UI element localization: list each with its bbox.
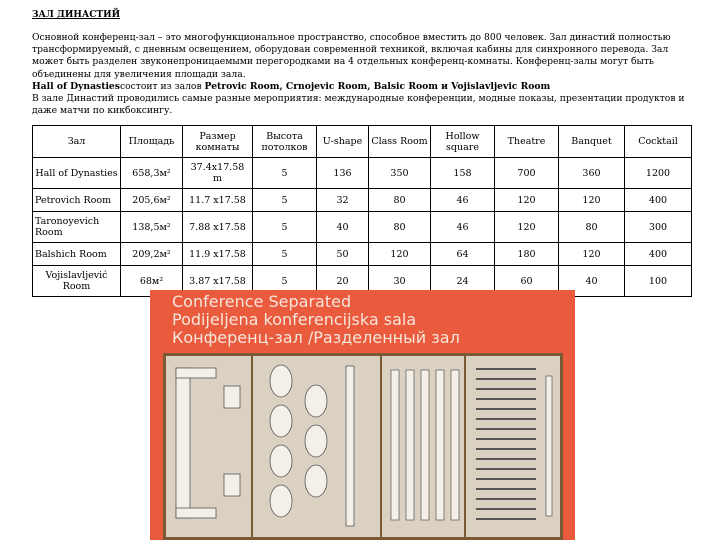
cell-area: 205,6м² [121,189,183,212]
seat-row [476,418,536,420]
cell-cocktail: 300 [625,212,692,243]
table-header-row [33,126,692,158]
cell-hall: Taronoyevich Room [33,212,121,243]
seat-row [476,428,536,430]
u-shape-table [176,368,190,518]
header-area: Площадь [121,126,183,158]
seat-row [476,468,536,470]
cell-theatre: 60 [495,266,559,297]
u-shape-layout [176,368,240,518]
head-table [346,366,354,526]
cell-class-room: 80 [369,189,431,212]
header-theatre: Theatre [495,126,559,158]
cell-area: 138,5м² [121,212,183,243]
cell-ceiling-height: 5 [253,158,317,189]
cell-room-size: 7.88 x17.58 [183,212,253,243]
floor-plan-drawing [163,353,563,540]
seat-row [476,478,536,480]
class-row [436,370,444,520]
classroom-layout [391,370,459,520]
banquet-table [270,485,292,517]
banquet-table [270,445,292,477]
banquet-table [270,365,292,397]
cell-class-room: 30 [369,266,431,297]
seat-row [476,508,536,510]
cell-u-shape: 40 [317,212,369,243]
intro-paragraph: Основной конференц-зал – это многофункциональное пространство, способное вместить до 800 человек. Зал династий полностью трансформируемый, с дневным освещением, оборудован современной техникой, включая кабины для синхронного перевода. Зал может быть разделен звуконепроницаемыми перегородками на 4 отдельных конференц-комнаты. Конференц-залы могут быть объединены для увеличения площади зала. [32,32,671,80]
cell-cocktail: 400 [625,189,692,212]
cell-class-room: 350 [369,158,431,189]
class-row [421,370,429,520]
seat-row [476,498,536,500]
stage [546,376,552,516]
seat-row [476,388,536,390]
u-shape-table [176,368,216,378]
seat-row [476,488,536,490]
cell-theatre: 700 [495,158,559,189]
floor-plan-title-ru: Конференц-зал /Разделенный зал [172,328,460,347]
header-cocktail: Cocktail [625,126,692,158]
cell-hollow-square: 46 [431,212,495,243]
floor-plan-title-en: Conference Separated [172,292,352,311]
floor-plan-title [172,293,460,347]
cell-u-shape: 50 [317,243,369,266]
side-table [224,386,240,408]
cell-ceiling-height: 5 [253,212,317,243]
class-row [406,370,414,520]
events-paragraph: В зале Династий проводились самые разные мероприятия: международные конференции, модные показы, презентации продуктов и даже матчи по кикбоксингу. [32,93,685,117]
hall-composition-mid: состоит из залов [119,80,205,92]
seat-row [476,458,536,460]
cell-hollow-square: 24 [431,266,495,297]
cell-banquet: 360 [559,158,625,189]
cell-class-room: 120 [369,243,431,266]
cell-ceiling-height: 5 [253,243,317,266]
u-shape-table [176,508,216,518]
cell-hollow-square: 64 [431,243,495,266]
cell-cocktail: 1200 [625,158,692,189]
intro-text-block [32,32,690,117]
cell-ceiling-height: 5 [253,189,317,212]
cell-theatre: 180 [495,243,559,266]
hall-rooms-bold: Petrovic Room, Crnojevic Room, Balsic Room и Vojislavljevic Room [204,80,551,92]
table-row [33,158,692,189]
hall-name-bold: Hall of Dynasties [32,80,120,92]
cell-banquet: 40 [559,266,625,297]
banquet-table [270,405,292,437]
cell-banquet: 120 [559,189,625,212]
cell-cocktail: 400 [625,243,692,266]
side-table [224,474,240,496]
cell-cocktail: 100 [625,266,692,297]
cell-theatre: 120 [495,212,559,243]
floor-plan-title-sr: Podijeljena konferencijska sala [172,310,417,329]
cell-u-shape: 20 [317,266,369,297]
header-hollow-square: Hollow square [431,126,495,158]
page-title: ЗАЛ ДИНАСТИЙ [32,10,121,20]
capacity-table [32,125,692,297]
seat-row [476,518,536,520]
cell-u-shape: 136 [317,158,369,189]
class-row [451,370,459,520]
cell-hall: Vojislavljević Room [33,266,121,297]
seat-row [476,368,536,370]
table-row [33,189,692,212]
header-u-shape: U-shape [317,126,369,158]
cell-u-shape: 32 [317,189,369,212]
cell-area: 658,3м² [121,158,183,189]
cell-room-size: 11.9 x17.58 [183,243,253,266]
header-class-room: Class Room [369,126,431,158]
banquet-table [305,385,327,417]
cell-hall: Hall of Dynasties [33,158,121,189]
seat-row [476,448,536,450]
seat-row [476,378,536,380]
hall-composition-line [32,81,690,93]
cell-ceiling-height: 5 [253,266,317,297]
table-row [33,212,692,243]
theatre-layout [476,368,552,520]
cell-room-size: 11.7 x17.58 [183,189,253,212]
header-room-size: Размер комнаты [183,126,253,158]
table-row [33,243,692,266]
cell-banquet: 80 [559,212,625,243]
cell-banquet: 120 [559,243,625,266]
cell-hollow-square: 158 [431,158,495,189]
cell-hollow-square: 46 [431,189,495,212]
banquet-table [305,465,327,497]
cell-room-size: 3.87 x17.58 [183,266,253,297]
header-ceiling-height: Высота потолков [253,126,317,158]
cell-room-size: 37.4x17.58 m [183,158,253,189]
cell-hall: Petrovich Room [33,189,121,212]
cell-hall: Balshich Room [33,243,121,266]
cell-theatre: 120 [495,189,559,212]
floor-plan-image [150,290,575,540]
class-row [391,370,399,520]
banquet-table [305,425,327,457]
header-hall: Зал [33,126,121,158]
banquet-layout [270,365,354,526]
cell-area: 68м² [121,266,183,297]
seat-row [476,438,536,440]
header-banquet: Banquet [559,126,625,158]
cell-class-room: 80 [369,212,431,243]
seat-row [476,408,536,410]
floor-plan-svg [166,356,560,537]
cell-area: 209,2м² [121,243,183,266]
seat-row [476,398,536,400]
